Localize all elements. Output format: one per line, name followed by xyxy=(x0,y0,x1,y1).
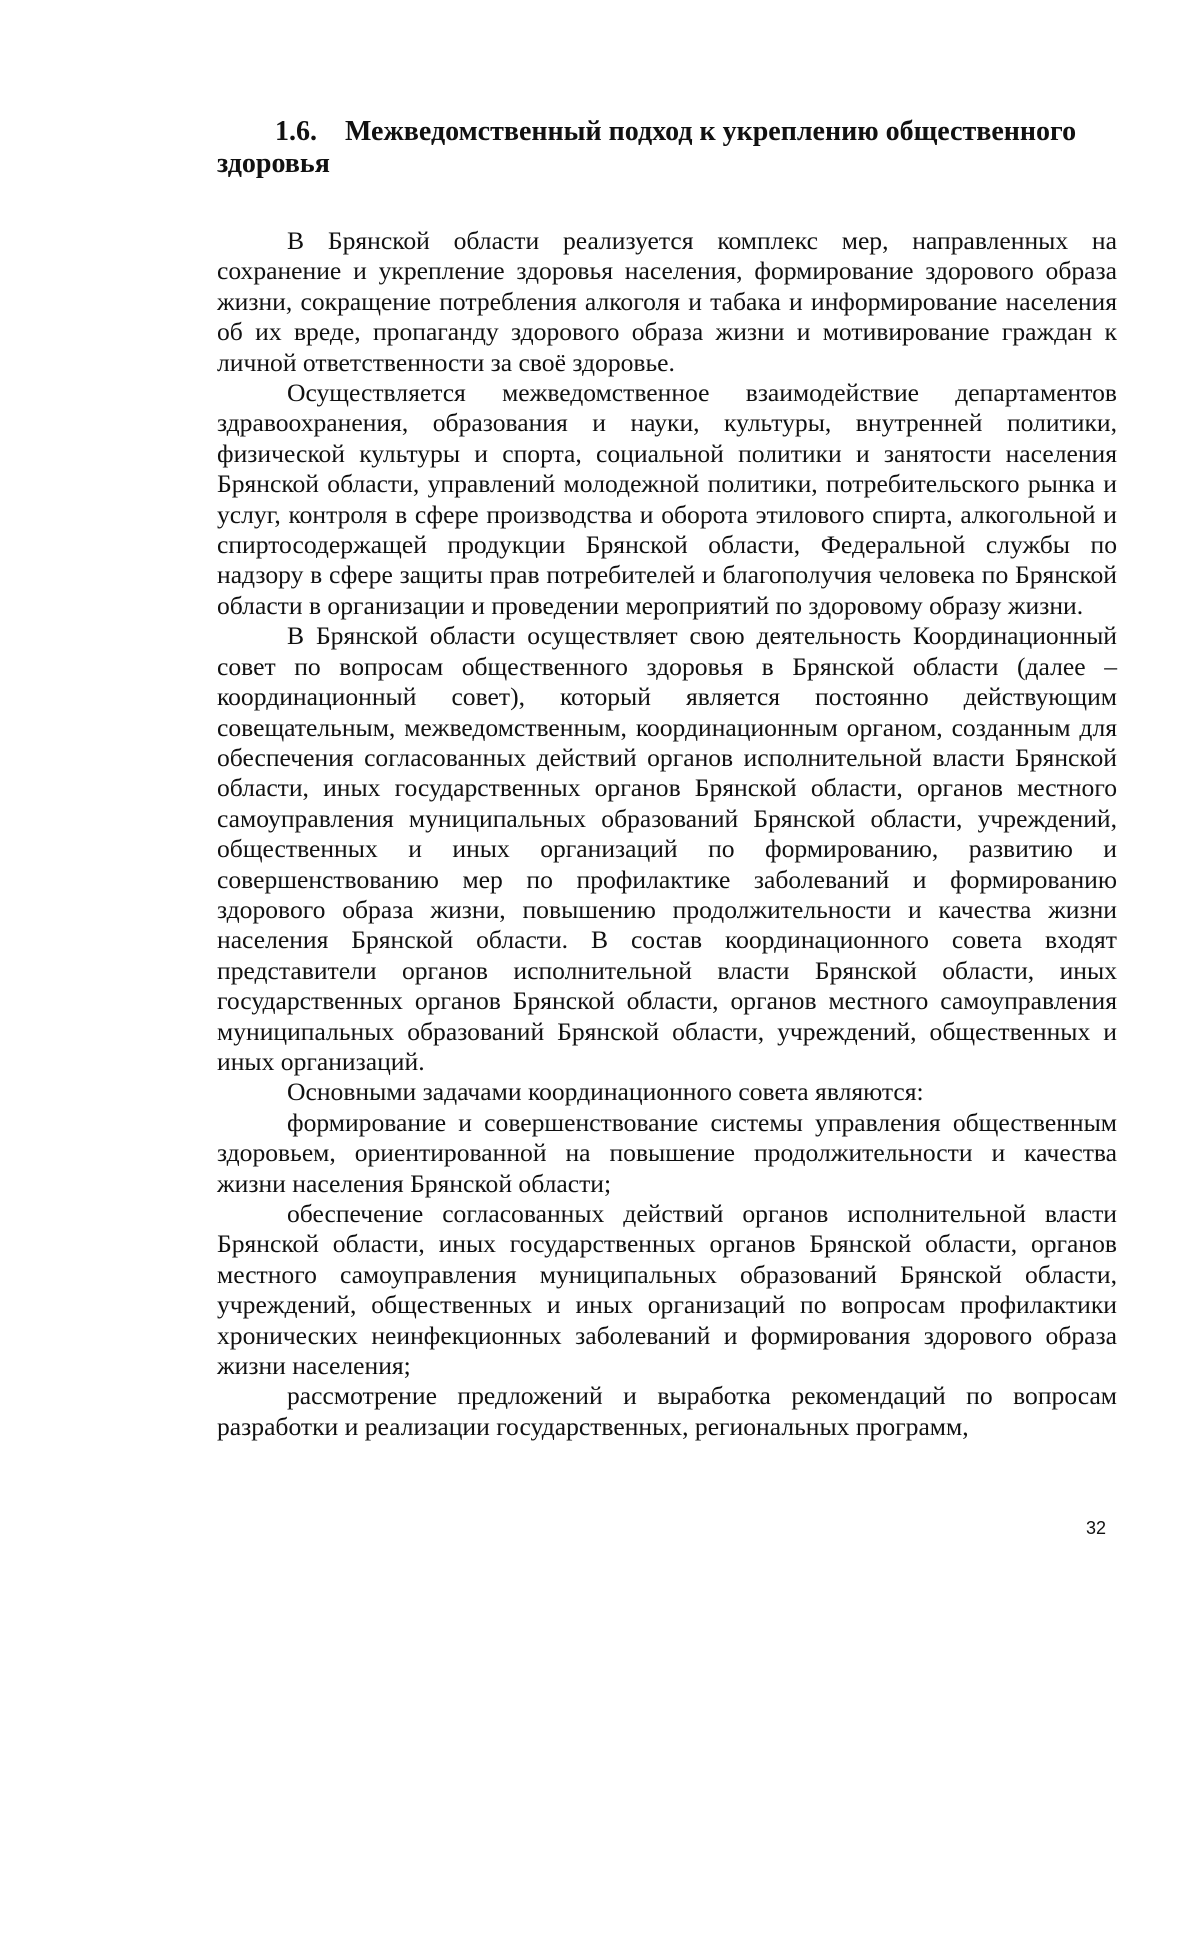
paragraph: формирование и совершенствование системы управления общественным здоровьем, ориентированной на повышение продолжительности и качества жизни населения Брянской области; xyxy=(217,1107,1117,1198)
paragraph: Осуществляется межведомственное взаимодействие департаментов здравоохранения, образования и науки, культуры, внутренней политики, физической культуры и спорта, социальной политики и занятости населения Брянской области, управлений молодежной политики, потребительского рынка и услуг, контроля в сфере производства и оборота этилового спирта, алкогольной и спиртосодержащей продукции Брянской области, Федеральной службы по надзору в сфере защиты прав потребителей и благополучия человека по Брянской области в организации и проведении мероприятий по здоровому образу жизни. xyxy=(217,378,1117,620)
page-number: 32 xyxy=(1086,1518,1107,1538)
paragraph: В Брянской области реализуется комплекс мер, направленных на сохранение и укрепление здоровья населения, формирование здорового образа жизни, сокращение потребления алкоголя и табака и информирование населения об их вреде, пропаганду здорового образа жизни и мотивирование граждан к личной ответственности за своё здоровье. xyxy=(217,226,1117,377)
paragraph: В Брянской области осуществляет свою деятельность Координационный совет по вопросам общественного здоровья в Брянской области (далее – координационный совет), который является постоянно действующим совещательным, межведомственным, координационным органом, созданным для обеспечения согласованных действий органов исполнительной власти Брянской области, иных государственных органов Брянской области, органов местного самоуправления муниципальных образований Брянской области, учреждений, общественных и иных организаций по формированию, развитию и совершенствованию мер по профилактике заболеваний и формированию здорового образа жизни, повышению продолжительности и качества жизни населения Брянской области. В состав координационного совета входят представители органов исполнительной власти Брянской области, иных государственных органов Брянской области, органов местного самоуправления муниципальных образований Брянской области, учреждений, общественных и иных организаций. xyxy=(217,621,1117,1076)
section-title: Межведомственный подход к укреплению общественного здоровья xyxy=(217,116,1077,179)
page-content xyxy=(217,116,1117,1442)
section-heading xyxy=(217,116,1117,180)
section-number: 1.6. xyxy=(275,116,317,147)
paragraph: Основными задачами координационного совета являются: xyxy=(287,1077,924,1107)
paragraph: обеспечение согласованных действий органов исполнительной власти Брянской области, иных государственных органов Брянской области, органов местного самоуправления муниципальных образований Брянской области, учреждений, общественных и иных организаций по вопросам профилактики хронических неинфекционных заболеваний и формирования здорового образа жизни населения; xyxy=(217,1199,1117,1381)
paragraph: рассмотрение предложений и выработка рекомендаций по вопросам разработки и реализации государственных, региональных программ, xyxy=(217,1381,1117,1441)
